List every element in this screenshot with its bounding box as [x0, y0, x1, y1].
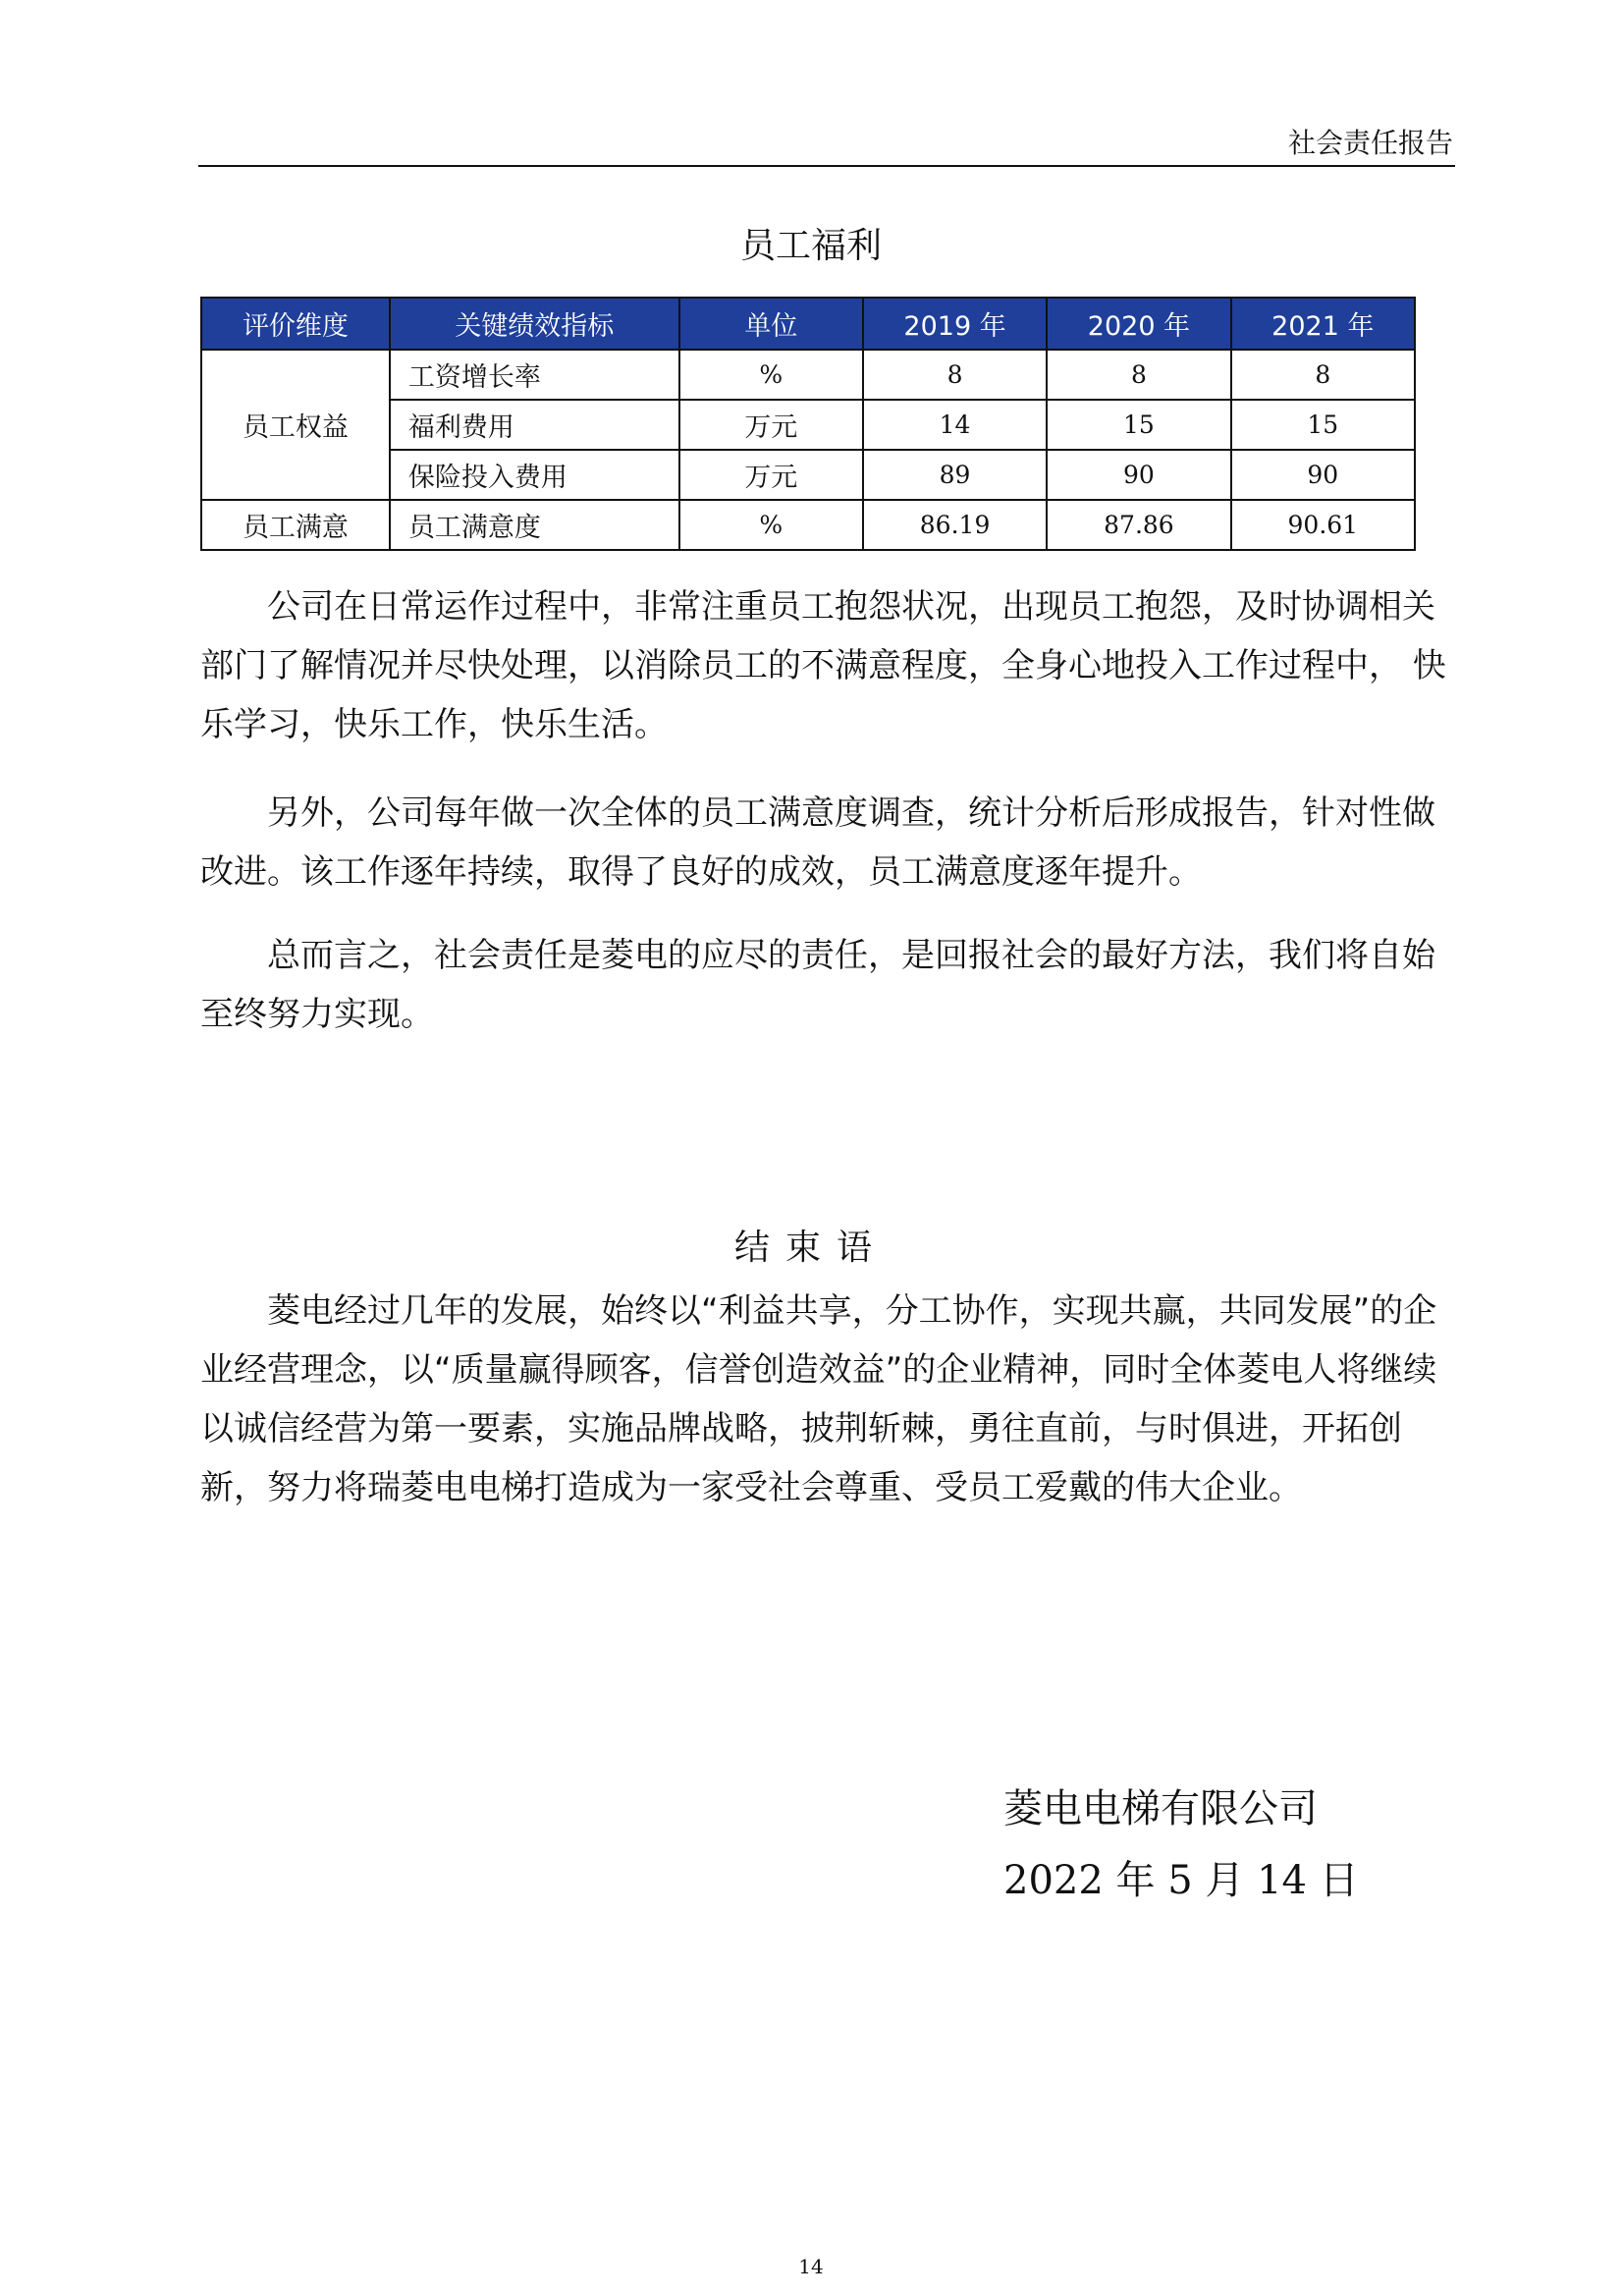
- dimension-cell: 员工满意: [201, 500, 390, 550]
- kpi-cell: 福利费用: [390, 400, 679, 450]
- unit-cell: %: [679, 500, 863, 550]
- header-unit: 单位: [679, 298, 863, 350]
- header-dimension: 评价维度: [201, 298, 390, 350]
- table-header-row: [201, 298, 1415, 350]
- header-divider: [198, 165, 1455, 167]
- value-2021-cell: 8: [1231, 350, 1415, 400]
- table-row: [201, 350, 1415, 400]
- unit-cell: 万元: [679, 400, 863, 450]
- kpi-cell: 工资增长率: [390, 350, 679, 400]
- header-2020: 2020 年: [1047, 298, 1230, 350]
- header-2019: 2019 年: [863, 298, 1047, 350]
- page-number: 14: [798, 2255, 824, 2278]
- section-title-conclusion: 结束语: [733, 1228, 888, 1268]
- value-2020-cell: 15: [1047, 400, 1230, 450]
- value-2020-cell: 8: [1047, 350, 1230, 400]
- welfare-paragraph-3: 总而言之，社会责任是菱电的应尽的责任，是回报社会的最好方法，我们将自始至终努力实现。: [200, 936, 1435, 1034]
- signature-date: 2022 年 5 月 14 日: [1003, 1858, 1359, 1903]
- value-2019-cell: 8: [863, 350, 1047, 400]
- value-2021-cell: 90.61: [1231, 500, 1415, 550]
- table-row: [201, 500, 1415, 550]
- section-title-welfare: 员工福利: [739, 226, 882, 266]
- welfare-paragraph-1: 公司在日常运作过程中，非常注重员工抱怨状况，出现员工抱怨，及时协调相关部门了解情况并尽快处理，以消除员工的不满意程度，全身心地投入工作过程中， 快乐学习，快乐工作，快乐生活。: [200, 587, 1446, 744]
- value-2020-cell: 87.86: [1047, 500, 1230, 550]
- value-2021-cell: 90: [1231, 450, 1415, 500]
- welfare-paragraph-2: 另外，公司每年做一次全体的员工满意度调查，统计分析后形成报告，针对性做改进。该工作逐年持续，取得了良好的成效，员工满意度逐年提升。: [200, 793, 1435, 892]
- value-2019-cell: 86.19: [863, 500, 1047, 550]
- signature-company: 菱电电梯有限公司: [1003, 1786, 1318, 1831]
- kpi-cell: 保险投入费用: [390, 450, 679, 500]
- header-2021: 2021 年: [1231, 298, 1415, 350]
- kpi-cell: 员工满意度: [390, 500, 679, 550]
- value-2019-cell: 89: [863, 450, 1047, 500]
- conclusion-paragraph: 菱电经过几年的发展，始终以“利益共享，分工协作，实现共赢，共同发展”的企业经营理念，以“质量赢得顾客，信誉创造效益”的企业精神，同时全体菱电人将继续以诚信经营为第一要素，实施品牌战略，披荆斩棘，勇往直前，与时俱进，开拓创新，努力将瑞菱电电梯打造成为一家受社会尊重、受员工爱戴的伟大企业。: [200, 1291, 1437, 1507]
- value-2019-cell: 14: [863, 400, 1047, 450]
- value-2020-cell: 90: [1047, 450, 1230, 500]
- unit-cell: 万元: [679, 450, 863, 500]
- welfare-kpi-table: [200, 297, 1416, 551]
- report-header-title: 社会责任报告: [1287, 127, 1453, 159]
- value-2021-cell: 15: [1231, 400, 1415, 450]
- header-kpi: 关键绩效指标: [390, 298, 679, 350]
- unit-cell: %: [679, 350, 863, 400]
- dimension-cell: 员工权益: [201, 350, 390, 500]
